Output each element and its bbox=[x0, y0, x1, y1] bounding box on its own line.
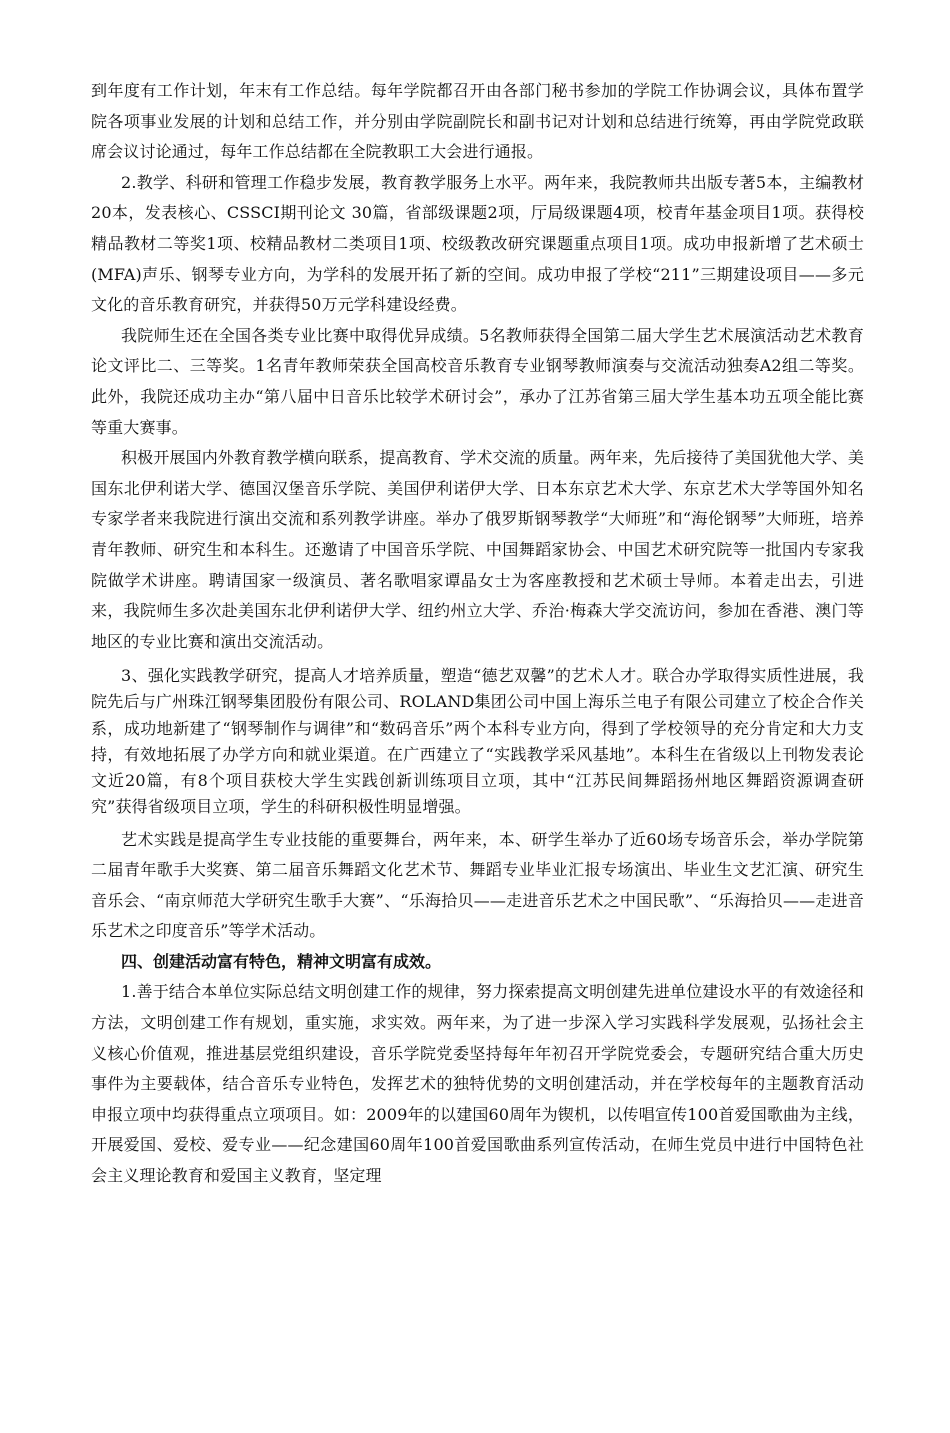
paragraph-civilization-building: 1.善于结合本单位实际总结文明创建工作的规律，努力探索提高文明创建先进单位建设水平的有效途径和方法，文明创建工作有规划，重实施，求实效。两年来，为了进一步深入学习实践科学发展观，弘扬社会主义核心价值观，推进基层党组织建设，音乐学院党委坚持每年年初召开学院党委会，专题研究结合重大历史事件为主要载体，结合音乐专业特色，发挥艺术的独特优势的文明创建活动，并在学校每年的主题教育活动申报立项中均获得重点立项项目。如：2009年的以建国60周年为锲机，以传唱宣传100首爱国歌曲为主线，开展爱国、爱校、爱专业——纪念建国60周年100首爱国歌曲系列宣传活动，在师生党员中进行中国特色社会主义理论教育和爱国主义教育，坚定理 bbox=[91, 982, 864, 1186]
document-body bbox=[91, 76, 864, 1192]
paragraph-work-planning: 到年度有工作计划，年末有工作总结。每年学院都召开由各部门秘书参加的学院工作协调会议，具体布置学院各项事业发展的计划和总结工作，并分别由学院副院长和副书记对计划和总结进行统筹，再由学院党政联席会议讨论通过，每年工作总结都在全院教职工大会进行通报。 bbox=[91, 81, 864, 162]
paragraph-practice-teaching: 3、强化实践教学研究，提高人才培养质量，塑造“德艺双馨”的艺术人才。联合办学取得实质性进展，我院先后与广州珠江钢琴集团股份有限公司、ROLAND集团公司中国上海乐兰电子有限公司建立了校企合作关系，成功地新建了“钢琴制作与调律”和“数码音乐”两个本科专业方向，得到了学校领导的充分肯定和大力支持，有效地拓展了办学方向和就业渠道。在广西建立了“实践教学采风基地”。本科生在省级以上刊物发表论文近20篇，有8个项目获校大学生实践创新训练项目立项，其中“江苏民间舞蹈扬州地区舞蹈资源调查研究”获得省级项目立项，学生的科研积极性明显增强。 bbox=[91, 666, 864, 817]
paragraph-competition-results: 我院师生还在全国各类专业比赛中取得优异成绩。5名教师获得全国第二届大学生艺术展演活动艺术教育论文评比二、三等奖。1名青年教师荣获全国高校音乐教育专业钢琴教师演奏与交流活动独奏A2组二等奖。此外，我院还成功主办“第八届中日音乐比较学术研讨会”，承办了江苏省第三届大学生基本功五项全能比赛等重大赛事。 bbox=[91, 325, 864, 437]
paragraph-art-practice: 艺术实践是提高学生专业技能的重要舞台，两年来，本、研学生举办了近60场专场音乐会，举办学院第二届青年歌手大奖赛、第二届音乐舞蹈文化艺术节、舞蹈专业毕业汇报专场演出、毕业生文艺汇演、研究生音乐会、“南京师范大学研究生歌手大赛”、“乐海拾贝——走进音乐艺术之中国民歌”、“乐海拾贝——走进音乐艺术之印度音乐”等学术活动。 bbox=[91, 829, 864, 941]
section-heading: 四、创建活动富有特色，精神文明富有成效。 bbox=[121, 951, 442, 971]
paragraph-teaching-research: 2.教学、科研和管理工作稳步发展，教育教学服务上水平。两年来，我院教师共出版专著5本，主编教材20本，发表核心、CSSCI期刊论文 30篇，省部级课题2项，厅局级课题4项，校青年基金项目1项。获得校精品教材二等奖1项、校精品教材二类项目1项、校级教改研究课题重点项目1项。成功申报新增了艺术硕士(MFA)声乐、钢琴专业方向，为学科的发展开拓了新的空间。成功申报了学校“211”三期建设项目——多元文化的音乐教育研究，并获得50万元学科建设经费。 bbox=[91, 172, 864, 315]
paragraph-exchange: 积极开展国内外教育教学横向联系，提高教育、学术交流的质量。两年来，先后接待了美国犹他大学、美国东北伊利诺大学、德国汉堡音乐学院、美国伊利诺伊大学、日本东京艺术大学、东京艺术大学等国外知名专家学者来我院进行演出交流和系列教学讲座。举办了俄罗斯钢琴教学“大师班”和“海伦钢琴”大师班，培养青年教师、研究生和本科生。还邀请了中国音乐学院、中国舞蹈家协会、中国艺术研究院等一批国内专家我院做学术讲座。聘请国家一级演员、著名歌唱家谭晶女士为客座教授和艺术硕士导师。本着走出去，引进来，我院师生多次赴美国东北伊利诺伊大学、纽约州立大学、乔治·梅森大学交流访问，参加在香港、澳门等地区的专业比赛和演出交流活动。 bbox=[91, 448, 864, 651]
